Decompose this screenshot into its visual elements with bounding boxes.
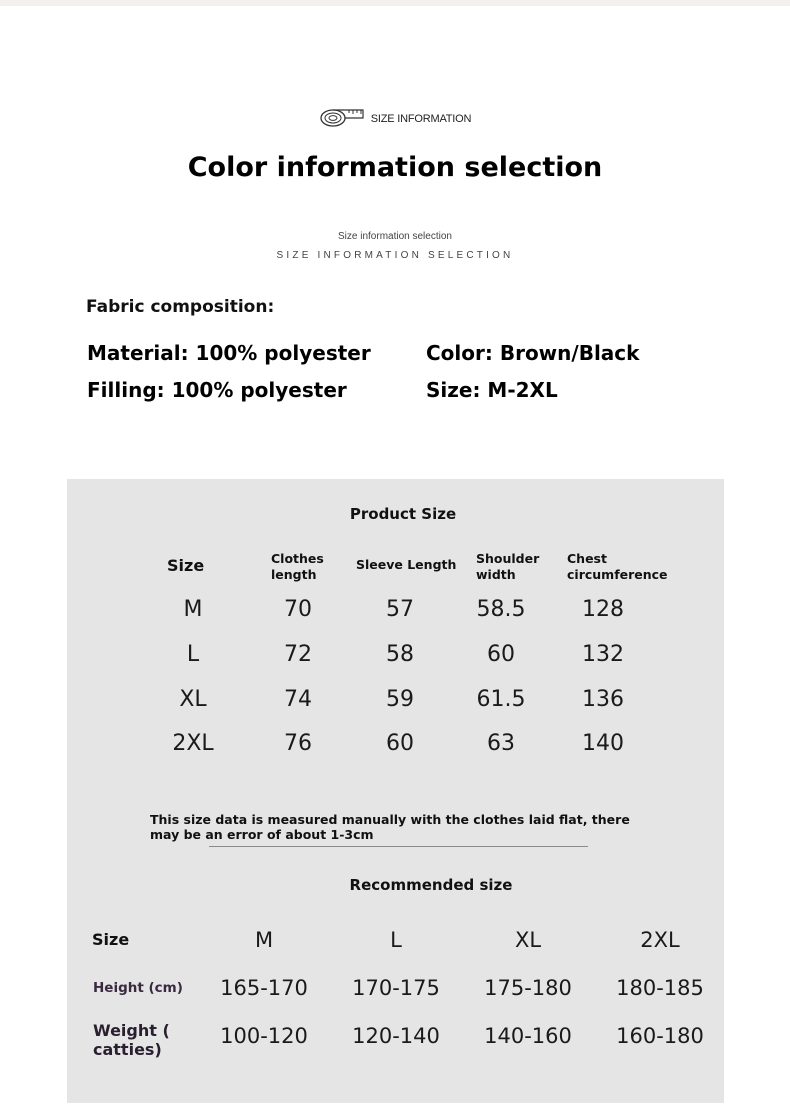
weight-label-line2: catties) xyxy=(93,1040,162,1059)
material-spec: Material: 100% polyester xyxy=(87,341,371,365)
color-spec: Color: Brown/Black xyxy=(426,341,640,365)
product-cell: 2XL xyxy=(172,731,214,756)
header-chest-line1: Chest xyxy=(567,551,607,566)
height-cell: 175-180 xyxy=(484,976,572,1000)
header-clothes-length-line1: Clothes xyxy=(271,551,324,566)
height-label: Height (cm) xyxy=(93,980,183,996)
recommended-size-cell: XL xyxy=(514,928,542,952)
top-strip xyxy=(0,0,790,6)
product-cell: 58 xyxy=(386,642,414,667)
header-shoulder-width xyxy=(476,551,539,583)
subtitle-small: Size information selection xyxy=(338,231,452,242)
product-cell: M xyxy=(183,597,203,622)
tape-measure-icon xyxy=(319,106,367,133)
weight-label-line1: Weight ( xyxy=(93,1021,170,1040)
size-spec: Size: M-2XL xyxy=(426,378,558,402)
product-cell: L xyxy=(186,642,200,667)
product-cell: 59 xyxy=(386,687,414,712)
weight-cell: 120-140 xyxy=(352,1024,440,1048)
header-clothes-length xyxy=(271,551,324,583)
recommended-size-cell: 2XL xyxy=(640,928,680,952)
product-cell: 74 xyxy=(284,687,312,712)
weight-label xyxy=(93,1021,170,1059)
size-information-label: SIZE INFORMATION xyxy=(370,113,472,125)
product-cell: 61.5 xyxy=(476,687,526,712)
product-cell: XL xyxy=(179,687,207,712)
header-chest-line2: circumference xyxy=(567,567,668,582)
product-cell: 76 xyxy=(284,731,312,756)
product-cell: 136 xyxy=(582,687,624,712)
page-title: Color information selection xyxy=(187,152,603,183)
recommended-size-label: Size xyxy=(92,930,130,949)
header-chest-circumference xyxy=(567,551,668,583)
product-cell: 60 xyxy=(487,642,515,667)
recommended-size-cell: L xyxy=(390,928,402,952)
weight-cell: 160-180 xyxy=(616,1024,704,1048)
product-cell: 60 xyxy=(386,731,414,756)
product-cell: 72 xyxy=(284,642,312,667)
recommended-size-title: Recommended size xyxy=(349,876,513,894)
fabric-composition-title: Fabric composition: xyxy=(86,297,275,317)
filling-spec: Filling: 100% polyester xyxy=(87,378,347,402)
header-sleeve-length: Sleeve Length xyxy=(356,557,457,572)
subtitle-caps: SIZE INFORMATION SELECTION xyxy=(276,250,514,261)
divider xyxy=(209,846,588,847)
header-clothes-length-line2: length xyxy=(271,567,317,582)
product-size-title: Product Size xyxy=(349,505,457,523)
header-shoulder-width-line1: Shoulder xyxy=(476,551,540,566)
measurement-note: This size data is measured manually with the clothes laid flat, there may be an error of about 1-3cm xyxy=(150,812,630,842)
weight-cell: 100-120 xyxy=(220,1024,308,1048)
header-size: Size xyxy=(167,556,205,575)
product-cell: 63 xyxy=(487,731,515,756)
height-cell: 180-185 xyxy=(616,976,704,1000)
height-cell: 170-175 xyxy=(352,976,440,1000)
size-information-badge xyxy=(0,106,790,132)
weight-cell: 140-160 xyxy=(484,1024,572,1048)
header-shoulder-width-line2: width xyxy=(476,567,516,582)
product-cell: 128 xyxy=(582,597,624,622)
recommended-size-cell: M xyxy=(254,928,274,952)
height-cell: 165-170 xyxy=(220,976,308,1000)
product-cell: 70 xyxy=(284,597,312,622)
product-cell: 57 xyxy=(386,597,414,622)
product-cell: 58.5 xyxy=(476,597,526,622)
product-cell: 132 xyxy=(582,642,624,667)
product-cell: 140 xyxy=(582,731,624,756)
